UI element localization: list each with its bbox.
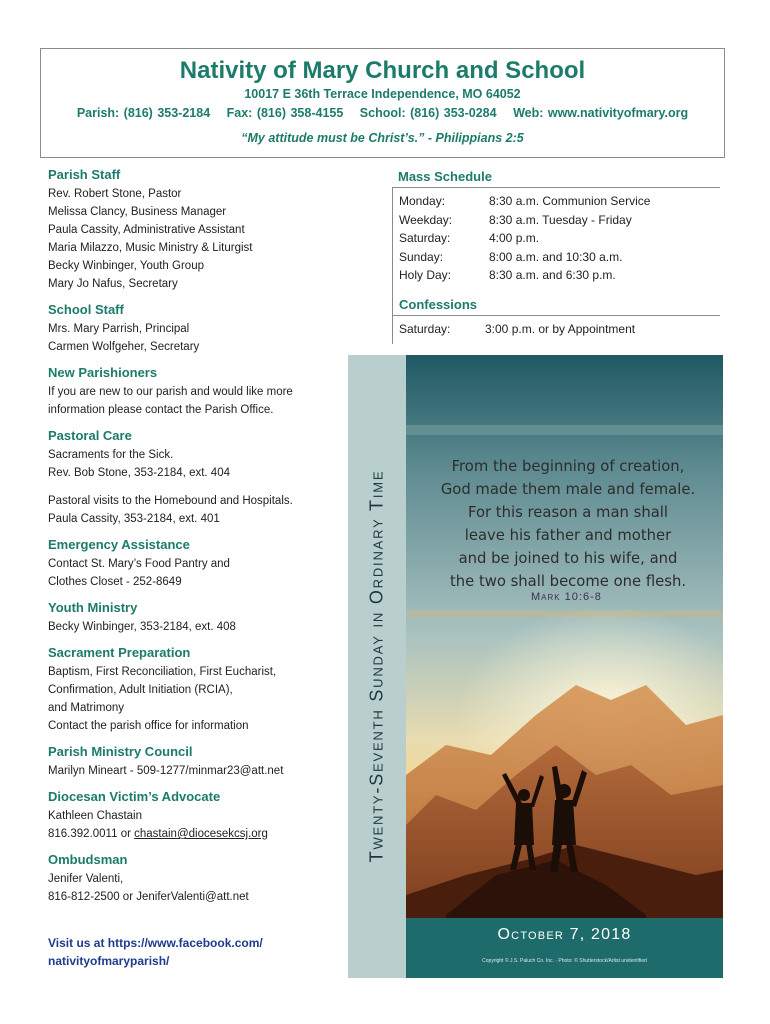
contact-line [41, 106, 724, 120]
mass-day: Saturday: [399, 231, 451, 245]
section-heading: Parish Staff [48, 167, 121, 182]
section-heading: School Staff [48, 302, 124, 317]
facebook-line: Visit us at https://www.facebook.com/ [48, 936, 263, 950]
masthead [40, 48, 725, 158]
info-line: Marilyn Mineart - 509-1277/minmar23@att.net [48, 765, 284, 777]
info-line: Kathleen Chastain [48, 810, 142, 822]
church-title: Nativity of Mary Church and School [179, 57, 586, 84]
emergency-section [48, 536, 343, 591]
info-line: Paula Cassity, 353-2184, ext. 401 [48, 513, 220, 525]
scripture-verse [418, 455, 718, 593]
confession-day: Saturday: [399, 321, 451, 336]
cover-date-band [406, 918, 723, 978]
mass-schedule-box [392, 167, 720, 344]
mountain-sunrise-illustration [406, 355, 723, 978]
mass-row [399, 248, 714, 267]
council-section [48, 743, 343, 780]
new-parishioners-section [48, 364, 343, 419]
confession-row [399, 320, 714, 338]
section-heading: Youth Ministry [48, 600, 138, 615]
mass-time: 8:30 a.m. and 6:30 p.m. [489, 268, 616, 282]
info-line: Contact St. Mary’s Food Pantry and [48, 558, 230, 570]
mass-schedule-list [392, 188, 720, 285]
mass-day: Weekday: [399, 212, 453, 227]
mass-row [399, 211, 714, 230]
mass-time: 4:00 p.m. [489, 231, 540, 245]
info-line: Confirmation, Adult Initiation (RCIA), [48, 684, 233, 696]
website: Web: www.nativityofmary.org [513, 106, 689, 120]
facebook-link[interactable] [48, 934, 338, 970]
youth-section [48, 599, 343, 636]
info-line: Jenifer Valenti, [48, 873, 124, 885]
mass-schedule-heading: Mass Schedule [392, 167, 720, 188]
mass-time: 8:00 a.m. and 10:30 a.m. [489, 249, 623, 264]
staff-line: Melissa Clancy, Business Manager [48, 206, 227, 218]
cover-side-band [348, 355, 406, 978]
bulletin-cover-image [348, 355, 723, 978]
verse-line: From the beginning of creation, [451, 458, 685, 475]
verse-line: and be joined to his wife, and [458, 550, 678, 567]
staff-line: Mary Jo Nafus, Secretary [48, 278, 178, 290]
verse-line: leave his father and mother [464, 527, 672, 544]
info-line: Clothes Closet - 252-8649 [48, 576, 182, 588]
verse-line: the two shall become one flesh. [449, 573, 687, 590]
mass-row [399, 229, 714, 248]
fax-number: Fax: (816) 358-4155 [226, 106, 344, 120]
pastoral-care-section [48, 427, 343, 528]
bulletin-date: October 7, 2018 [497, 926, 632, 943]
info-line: 816-812-2500 or JeniferValenti@att.net [48, 891, 249, 903]
sacrament-section [48, 644, 343, 735]
info-line: information please contact the Parish Office. [48, 404, 274, 416]
cover-copyright: Copyright © J.S. Paluch Co. Inc. · Photo: © Shutterstock/Artist unidentified [482, 958, 647, 964]
facebook-line: nativityofmaryparish/ [48, 954, 170, 968]
school-staff-section [48, 301, 343, 356]
mass-day: Monday: [399, 194, 446, 208]
parish-staff-section [48, 166, 343, 293]
mass-time: 8:30 a.m. Communion Service [489, 194, 651, 208]
section-heading: Parish Ministry Council [48, 744, 193, 759]
staff-line: Becky Winbinger, Youth Group [48, 260, 204, 272]
advocate-phone: 816.392.0011 or [48, 828, 135, 840]
staff-line: Mrs. Mary Parrish, Principal [48, 323, 190, 335]
info-line: Contact the parish office for information [48, 720, 249, 732]
school-phone: School: (816) 353-0284 [359, 106, 497, 120]
victims-advocate-section [48, 788, 343, 843]
liturgical-sunday-title: Twenty-Seventh Sunday in Ordinary Time [366, 469, 387, 863]
mass-day: Sunday: [399, 249, 444, 264]
staff-line: Rev. Robert Stone, Pastor [48, 188, 182, 200]
advocate-email-link[interactable]: chastain@diocesekcsj.org [134, 828, 268, 840]
info-line: and Matrimony [48, 702, 125, 714]
staff-line: Paula Cassity, Administrative Assistant [48, 224, 245, 236]
confession-time: 3:00 p.m. or by Appointment [485, 321, 636, 336]
verse-line: God made them male and female. [440, 481, 696, 498]
verse-reference: Mark 10:6-8 [531, 591, 602, 603]
staff-line: Carmen Wolfgeher, Secretary [48, 341, 200, 353]
parish-phone: Parish: (816) 353-2184 [76, 106, 211, 120]
ombudsman-section [48, 851, 343, 906]
info-line: Sacraments for the Sick. [48, 449, 174, 461]
confessions-heading: Confessions [392, 285, 720, 316]
section-heading: Emergency Assistance [48, 537, 190, 552]
section-heading: Sacrament Preparation [48, 645, 191, 660]
info-line: Pastoral visits to the Homebound and Hospitals. [48, 495, 293, 507]
staff-line: Maria Milazzo, Music Ministry & Liturgist [48, 242, 253, 254]
scripture-quote: “My attitude must be Christ’s.” - Philippians 2:5 [241, 131, 524, 145]
confessions-list [392, 316, 720, 344]
section-heading: Pastoral Care [48, 428, 132, 443]
mass-day: Holy Day: [399, 268, 452, 282]
info-line: Becky Winbinger, 353-2184, ext. 408 [48, 621, 236, 633]
info-line [48, 825, 343, 843]
mass-row [399, 192, 714, 211]
info-line: If you are new to our parish and would like more [48, 386, 293, 398]
mass-time: 8:30 a.m. Tuesday - Friday [489, 212, 632, 227]
section-heading: New Parishioners [48, 365, 158, 380]
directory-column [48, 166, 343, 914]
church-address: 10017 E 36th Terrace Independence, MO 64052 [244, 87, 521, 101]
mass-row [399, 266, 714, 285]
section-heading: Diocesan Victim’s Advocate [48, 789, 221, 804]
verse-line: For this reason a man shall [467, 504, 668, 521]
info-line: Baptism, First Reconciliation, First Eucharist, [48, 666, 277, 678]
section-heading: Ombudsman [48, 852, 128, 867]
info-line: Rev. Bob Stone, 353-2184, ext. 404 [48, 467, 230, 479]
